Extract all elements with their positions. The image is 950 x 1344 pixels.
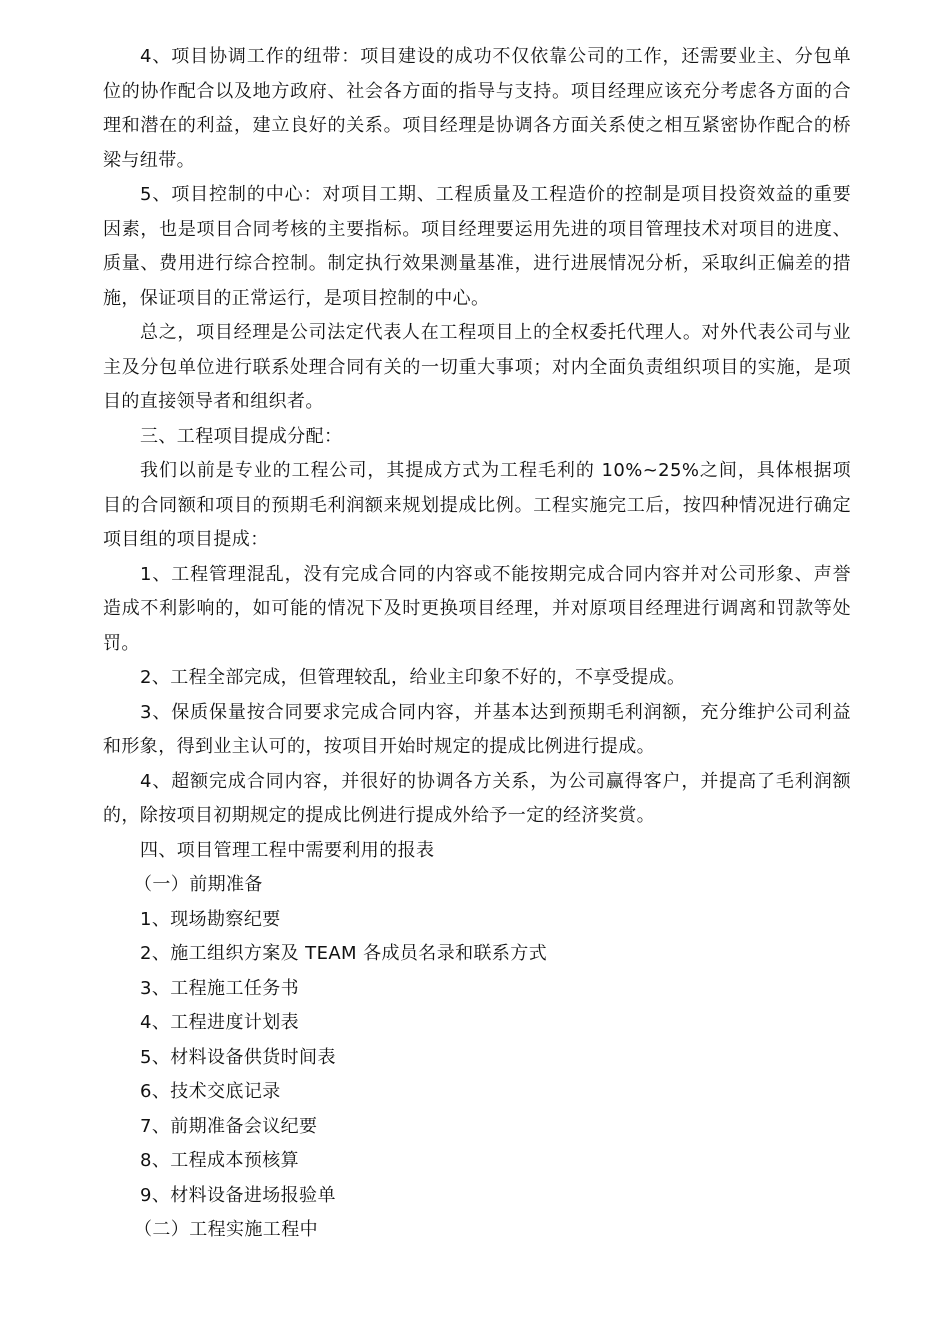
list-item: 9、材料设备进场报验单	[140, 1184, 336, 1206]
list-item: 3、工程施工任务书	[140, 977, 300, 999]
paragraph-case-3: 3、保质保量按合同要求完成合同内容，并基本达到预期毛利润额，充分维护公司利益和形象，得到业主认可的，按项目开始时规定的提成比例进行提成。	[103, 701, 851, 757]
subsection-heading-implementation: （二）工程实施工程中	[134, 1219, 318, 1240]
list-item: 1、现场勘察纪要	[140, 908, 281, 930]
paragraph-case-1: 1、工程管理混乱，没有完成合同的内容或不能按期完成合同内容并对公司形象、声誉造成不利影响的，如可能的情况下及时更换项目经理，并对原项目经理进行调离和罚款等处罚。	[103, 563, 851, 654]
list-item: 8、工程成本预核算	[140, 1150, 300, 1171]
section-heading-commission: 三、工程项目提成分配：	[140, 425, 343, 447]
list-item: 5、材料设备供货时间表	[140, 1046, 336, 1068]
list-item: 7、前期准备会议纪要	[140, 1115, 318, 1137]
list-item: 2、施工组织方案及 TEAM 各成员名录和联系方式	[140, 943, 548, 964]
paragraph-role-coordination: 4、项目协调工作的纽带：项目建设的成功不仅依靠公司的工作，还需要业主、分包单位的协作配合以及地方政府、社会各方面的指导与支持。项目经理应该充分考虑各方面的合理和潜在的利益，建立良好的关系。项目经理是协调各方面关系使之相互紧密协作配合的桥梁与纽带。	[103, 46, 851, 171]
document-body	[103, 40, 851, 1248]
paragraph-commission-method: 我们以前是专业的工程公司，其提成方式为工程毛利的 10%~25%之间，具体根据项目的合同额和项目的预期毛利润额来规划提成比例。工程实施完工后，按四种情况进行确定项目组的项目提成：	[103, 460, 851, 550]
paragraph-case-4: 4、超额完成合同内容，并很好的协调各方关系，为公司赢得客户，并提高了毛利润额的，除按项目初期规定的提成比例进行提成外给予一定的经济奖赏。	[103, 770, 851, 826]
list-item: 4、工程进度计划表	[140, 1012, 300, 1033]
subsection-heading-preparation: （一）前期准备	[134, 874, 263, 895]
paragraph-case-2: 2、工程全部完成，但管理较乱，给业主印象不好的，不享受提成。	[140, 667, 686, 688]
paragraph-summary: 总之，项目经理是公司法定代表人在工程项目上的全权委托代理人。对外代表公司与业主及分包单位进行联系处理合同有关的一切重大事项；对内全面负责组织项目的实施，是项目的直接领导者和组织者。	[103, 322, 851, 412]
section-heading-reports: 四、项目管理工程中需要利用的报表	[140, 839, 435, 861]
paragraph-role-control: 5、项目控制的中心：对项目工期、工程质量及工程造价的控制是项目投资效益的重要因素，也是项目合同考核的主要指标。项目经理要运用先进的项目管理技术对项目的进度、质量、费用进行综合控制。制定执行效果测量基准，进行进展情况分析，采取纠正偏差的措施，保证项目的正常运行，是项目控制的中心。	[103, 184, 851, 309]
list-item: 6、技术交底记录	[140, 1081, 281, 1102]
